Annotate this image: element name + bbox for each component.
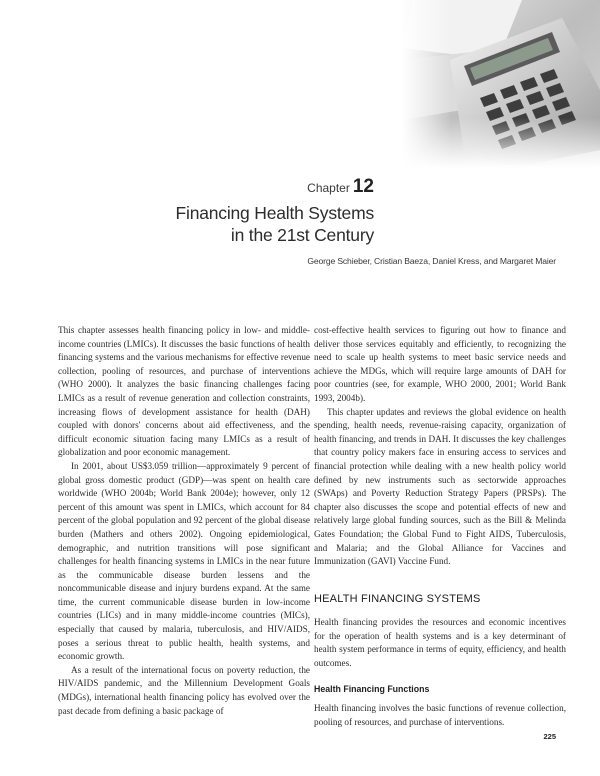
chapter-title-line-2: in the 21st Century: [230, 225, 374, 245]
chapter-word: Chapter: [307, 181, 350, 195]
chapter-title: [176, 202, 374, 246]
section-heading: HEALTH FINANCING SYSTEMS: [314, 592, 481, 605]
page-number: 225: [543, 732, 556, 741]
right-column: [314, 324, 566, 729]
calculator-photo: [402, 0, 600, 168]
subsection-heading: Health Financing Functions: [314, 683, 430, 694]
chapter-authors: George Schieber, Cristian Baeza, Daniel Kress, and Margaret Maier: [307, 256, 556, 266]
left-column: [58, 324, 310, 718]
chapter-number: 12: [352, 176, 374, 197]
body-paragraph: cost-effective health services to figuring out how to finance and deliver those services equitably and efficiently, to recognizing the need to scale up health systems to meet basic service needs and achieve the MDGs, which will require large amounts of DAH for poor countries (see, for example, WHO 2000, 2001; World Bank 1993, 2004b).: [314, 325, 566, 403]
body-paragraph: This chapter updates and reviews the global evidence on health spending, health needs, revenue-raising capacity, organization of health financing, and trends in DAH. It discusses the key challenges that country policy makers face in ensuring access to services and financial protection while dealing with a new health policy world defined by new instruments such as sectorwide approaches (SWAps) and Poverty Reduction Strategy Papers (PRSPs). The chapter also discusses the scope and potential effects of new and relatively large global funding sources, such as the Bill & Melinda Gates Foundation; the Global Fund to Fight AIDS, Tuberculosis, and Malaria; and the Global Alliance for Vaccines and Immunization (GAVI) Vaccine Fund.: [314, 406, 566, 567]
body-paragraph: As a result of the international focus on poverty reduction, the HIV/AIDS pandemic, and the Millennium Development Goals (MDGs), international health financing policy has evolved over the past decade from defining a basic package of: [58, 664, 310, 716]
body-paragraph: This chapter assesses health financing policy in low- and middle-income countries (LMICs). It discusses the basic functions of health financing systems and the various mechanisms for effective revenue collection, pooling of resources, and purchase of interventions (WHO 2000). It analyzes the basic financing challenges facing LMICs as a result of revenue generation and collection constraints, increasing flows of development assistance for health (DAH) coupled with donors' concerns about aid effectiveness, and the difficult economic situation facing many LMICs as a result of globalization and poor economic management.: [58, 325, 310, 458]
body-paragraph: Health financing provides the resources and economic incentives for the operation of health systems and is a key determinant of health system performance in terms of equity, efficiency, and health outcomes.: [314, 617, 566, 669]
chapter-title-line-1: Financing Health Systems: [175, 203, 374, 223]
body-paragraph: In 2001, about US$3.059 trillion—approximately 9 percent of global gross domestic product (GDP)—was spent on health care worldwide (WHO 2004b; World Bank 2004e); however, only 12 percent of this amount was spent in LMICs, which account for 84 percent of the global population and 92 percent of the global disease burden (Mathers and others 2002). Ongoing epidemiological, demographic, and nutrition transitions will pose significant challenges for health financing systems in LMICs in the near future as the communicable disease burden lessens and the noncommunicable disease and injury burdens expand. At the same time, the current communicable disease burden in low-income countries (LICs) and in many middle-income countries (MICs), especially that caused by malaria, tuberculosis, and HIV/AIDS, poses a serious threat to public health, health systems, and economic growth.: [58, 460, 310, 662]
chapter-label: [307, 176, 374, 198]
body-paragraph: Health financing involves the basic functions of revenue collection, pooling of resources, and purchase of interventions.: [314, 703, 566, 727]
